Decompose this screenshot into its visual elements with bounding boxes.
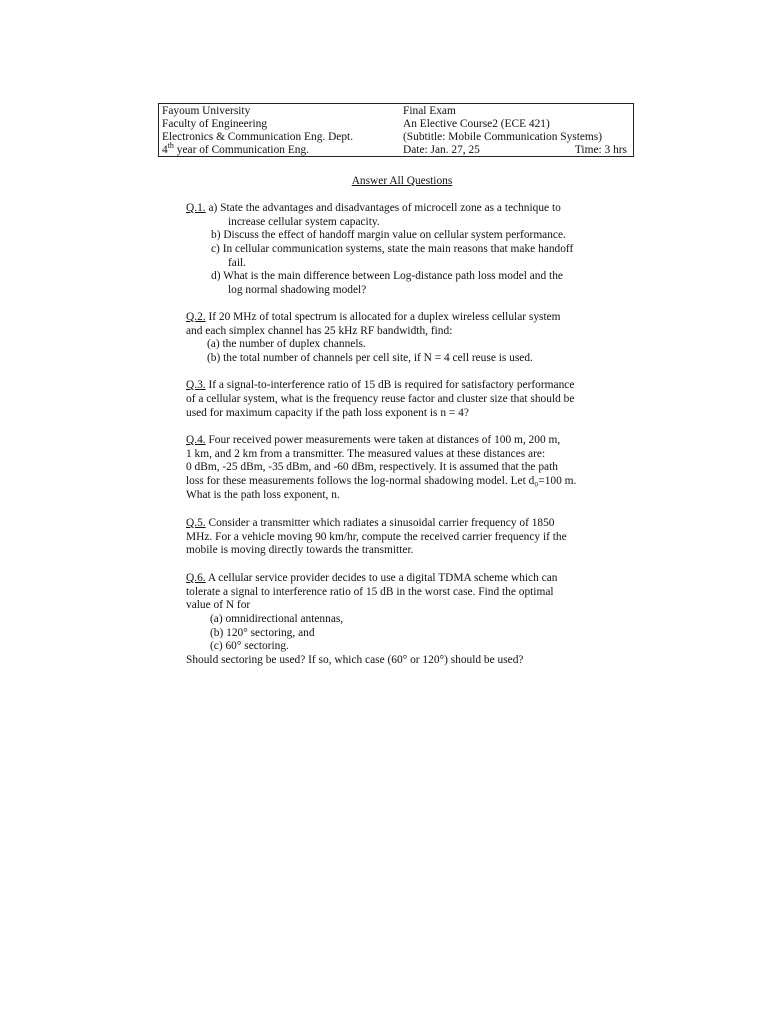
question-line: fail. [228, 257, 247, 269]
question-line: used for maximum capacity if the path loss exponent is n = 4? [186, 407, 469, 419]
department-name: Electronics & Communication Eng. Dept. [162, 131, 354, 143]
exam-header-table [158, 103, 634, 157]
question-line: b) Discuss the effect of handoff margin value on cellular system performance. [211, 229, 566, 241]
question-line: Q.6. A cellular service provider decides to use a digital TDMA scheme which can [186, 572, 558, 584]
question-line: (a) the number of duplex channels. [207, 338, 366, 350]
question-line: 0 dBm, -25 dBm, -35 dBm, and -60 dBm, respectively. It is assumed that the path [186, 461, 558, 473]
question-line: Q.3. If a signal-to-interference ratio of 15 dB is required for satisfactory performance [186, 379, 575, 391]
question-line: 1 km, and 2 km from a transmitter. The measured values at these distances are: [186, 448, 546, 460]
question-number: Q.3. [186, 379, 206, 391]
question-line: c) In cellular communication systems, state the main reasons that make handoff [211, 243, 574, 255]
question-number: Q.6. [186, 572, 206, 584]
question-line: value of N for [186, 599, 251, 611]
question-line: of a cellular system, what is the frequency reuse factor and cluster size that should be [186, 393, 575, 405]
instructions-title: Answer All Questions [351, 175, 453, 187]
question-number: Q.2. [186, 311, 206, 323]
question-line: increase cellular system capacity. [228, 216, 380, 228]
exam-date: Date: Jan. 27, 25 [403, 144, 480, 156]
question-line: log normal shadowing model? [228, 284, 367, 296]
question-line: Should sectoring be used? If so, which case (60° or 120°) should be used? [186, 654, 524, 666]
question-line: Q.1. a) State the advantages and disadvantages of microcell zone as a technique to [186, 202, 561, 214]
question-line: (c) 60° sectoring. [210, 640, 289, 652]
question-line: What is the path loss exponent, n. [186, 489, 340, 501]
course-name: An Elective Course2 (ECE 421) [403, 118, 550, 130]
question-line: Q.4. Four received power measurements were taken at distances of 100 m, 200 m, [186, 434, 561, 446]
year-level: 4th year of Communication Eng. [162, 141, 310, 156]
header-row-3 [159, 131, 633, 144]
exam-type: Final Exam [403, 105, 456, 117]
question-line: mobile is moving directly towards the transmitter. [186, 544, 414, 556]
header-row-1 [159, 105, 633, 118]
question-line: Q.5. Consider a transmitter which radiates a sinusoidal carrier frequency of 1850 [186, 517, 555, 529]
question-line: tolerate a signal to interference ratio of 15 dB in the worst case. Find the optimal [186, 586, 554, 598]
question-line: d) What is the main difference between Log-distance path loss model and the [211, 270, 563, 282]
question-number: Q.5. [186, 517, 206, 529]
header-row-2 [159, 118, 633, 131]
question-line: loss for these measurements follows the log-normal shadowing model. Let d₀=100 m. [186, 475, 577, 487]
question-number: Q.1. [186, 202, 206, 214]
question-number: Q.4. [186, 434, 206, 446]
question-line: and each simplex channel has 25 kHz RF bandwidth, find: [186, 325, 453, 337]
question-line: (b) the total number of channels per cell site, if N = 4 cell reuse is used. [207, 352, 533, 364]
university-name: Fayoum University [162, 105, 251, 117]
header-row-4 [159, 141, 633, 157]
exam-time: Time: 3 hrs [574, 144, 627, 156]
question-line: Q.2. If 20 MHz of total spectrum is allocated for a duplex wireless cellular system [186, 311, 561, 323]
course-subtitle: (Subtitle: Mobile Communication Systems) [403, 131, 603, 143]
question-line: MHz. For a vehicle moving 90 km/hr, compute the received carrier frequency if the [186, 531, 567, 543]
question-line: (b) 120° sectoring, and [210, 627, 315, 639]
faculty-name: Faculty of Engineering [162, 118, 268, 130]
question-line: (a) omnidirectional antennas, [210, 613, 344, 625]
